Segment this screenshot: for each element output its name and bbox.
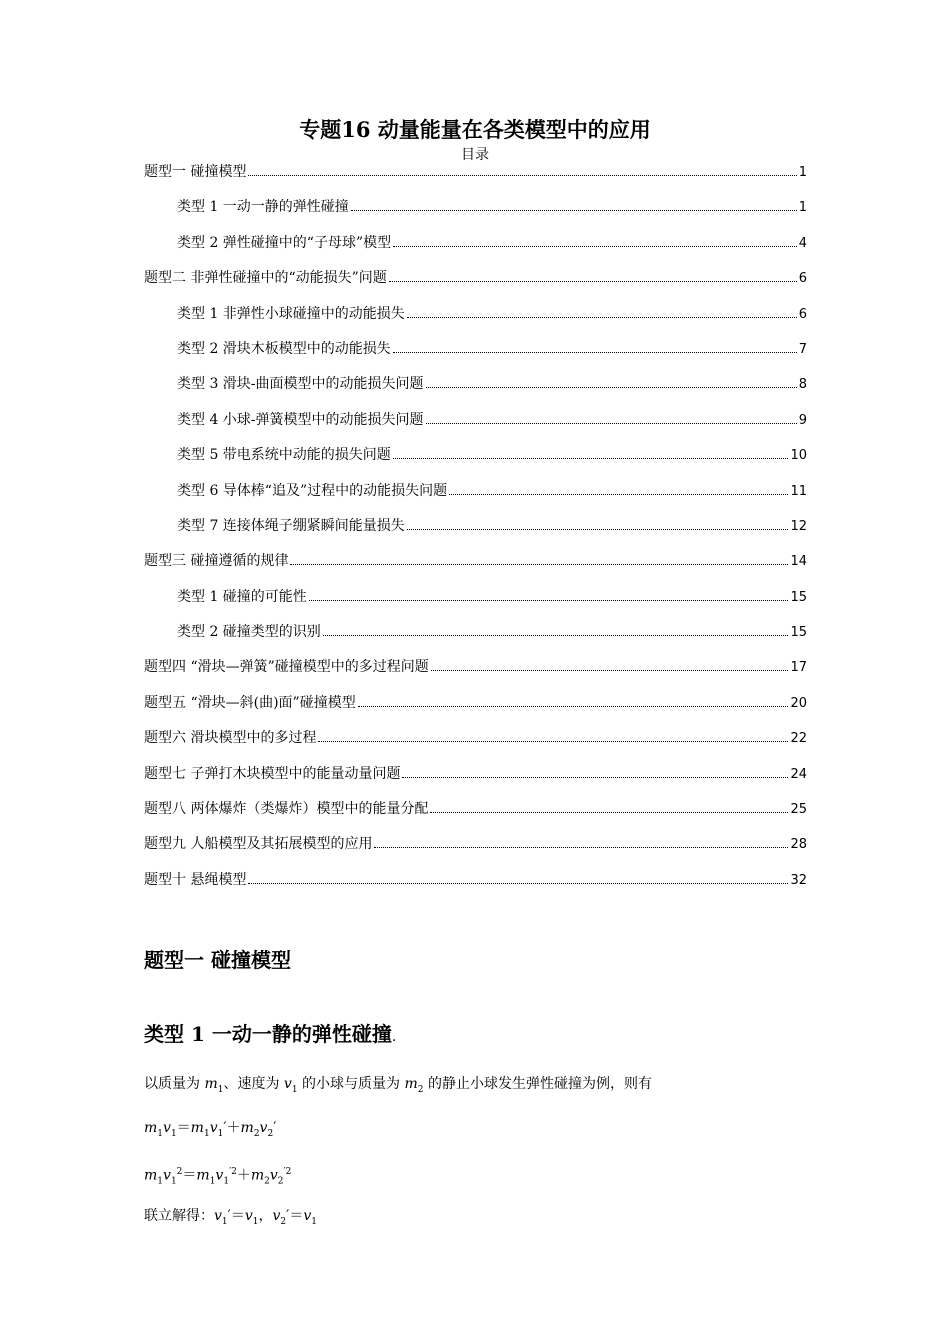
toc-page-number: 22 [790, 731, 807, 747]
toc-entry-label: 题型九 人船模型及其拓展模型的应用 [144, 836, 373, 853]
toc-dot-leader [248, 175, 796, 176]
toc-dot-leader [426, 423, 797, 424]
sub-1: 1 [311, 1216, 317, 1227]
table-of-contents [144, 160, 807, 903]
toc-entry[interactable] [144, 266, 807, 301]
toc-page-number: 14 [790, 554, 807, 570]
toc-dot-leader [309, 600, 789, 601]
toc-dot-leader [389, 281, 797, 282]
toc-page-number: 8 [798, 377, 807, 393]
toc-entry[interactable] [144, 160, 807, 195]
toc-dot-leader [318, 741, 788, 742]
prime: ′ [227, 1208, 231, 1224]
toc-dot-leader [426, 387, 797, 388]
toc-subentry[interactable] [144, 408, 807, 443]
toc-entry-label: 类型 1 非弹性小球碰撞中的动能损失 [177, 305, 405, 322]
toc-entry-label: 题型四 “滑块—弹簧”碰撞模型中的多过程问题 [144, 659, 429, 676]
toc-entry-label: 题型十 悬绳模型 [144, 871, 247, 888]
toc-entry-label: 题型一 碰撞模型 [144, 164, 247, 180]
intro-text-1: 以质量为 [144, 1076, 205, 1092]
var-v: v [215, 1167, 224, 1184]
prime: ′ [223, 1120, 227, 1136]
toc-page-number: 11 [790, 483, 807, 499]
solution-line [144, 1206, 317, 1232]
toc-page-number: 7 [798, 341, 807, 357]
toc-page-number: 15 [790, 589, 807, 605]
comma: ， [258, 1208, 273, 1224]
var-v: v [259, 1120, 268, 1136]
intro-paragraph [144, 1074, 652, 1100]
toc-dot-leader [402, 777, 788, 778]
sub-1: 1 [170, 1128, 177, 1139]
var-v: v [303, 1208, 312, 1224]
sup-prime-2: ′2 [283, 1167, 292, 1177]
toc-dot-leader [290, 564, 788, 565]
page-title: 专题16 动量能量在各类模型中的应用 [299, 117, 651, 142]
toc-heading: 目录 [461, 147, 489, 163]
toc-subentry[interactable] [144, 620, 807, 655]
equals: ＝ [176, 1120, 191, 1136]
sub-1: 1 [217, 1084, 224, 1095]
sub-1: 1 [157, 1176, 164, 1187]
sub-2: 2 [280, 1216, 287, 1227]
toc-entry[interactable] [144, 762, 807, 797]
sub-1: 1 [217, 1128, 224, 1139]
toc-subentry[interactable] [144, 302, 807, 337]
sub-1: 1 [203, 1128, 210, 1139]
var-m: m [404, 1076, 418, 1092]
prime: ′ [273, 1120, 277, 1136]
sub-2: 2 [264, 1176, 270, 1187]
toc-entry-label: 类型 7 连接体绳子绷紧瞬间能量损失 [177, 517, 405, 534]
toc-page-number: 10 [790, 448, 807, 464]
toc-page-number: 20 [790, 695, 807, 711]
var-v: v [272, 1208, 281, 1224]
toc-dot-leader [374, 847, 788, 848]
intro-text-4: 的静止小球发生弹性碰撞为例，则有 [423, 1076, 652, 1092]
sub-2: 2 [253, 1128, 260, 1139]
toc-entry-label: 类型 6 导体棒“追及”过程中的动能损失问题 [177, 482, 448, 499]
sup-prime-2: ′2 [229, 1167, 237, 1177]
toc-entry[interactable] [144, 549, 807, 584]
toc-page-number: 32 [790, 872, 807, 888]
sub-2: 2 [417, 1084, 424, 1095]
toc-dot-leader [407, 317, 797, 318]
equals: ＝ [182, 1167, 197, 1184]
toc-dot-leader [323, 635, 789, 636]
toc-entry-label: 题型三 碰撞遵循的规律 [144, 553, 289, 570]
sub-1: 1 [223, 1176, 230, 1187]
toc-page-number: 6 [798, 306, 807, 322]
toc-dot-leader [449, 494, 788, 495]
toc-dot-leader [248, 883, 788, 884]
toc-entry-label: 类型 4 小球-弹簧模型中的动能损失问题 [177, 411, 424, 428]
prime: ′ [286, 1208, 290, 1224]
var-m: m [144, 1120, 158, 1136]
var-m: m [240, 1120, 254, 1136]
section-heading: 题型一 碰撞模型 [144, 948, 291, 972]
var-m: m [190, 1120, 204, 1136]
var-m: m [144, 1167, 158, 1184]
sub-2: 2 [277, 1176, 284, 1187]
sub-1: 1 [170, 1176, 177, 1187]
toc-entry-label: 类型 1 一动一静的弹性碰撞 [177, 199, 349, 216]
var-v: v [163, 1120, 171, 1136]
toc-entry[interactable] [144, 832, 807, 867]
toc-entry-label: 题型五 “滑块—斜(曲)面”碰撞模型 [144, 694, 356, 711]
toc-page-number: 9 [798, 412, 807, 428]
toc-entry[interactable] [144, 691, 807, 726]
toc-dot-leader [431, 670, 789, 671]
toc-dot-leader [393, 458, 789, 459]
intro-text-2: 、速度为 [223, 1076, 284, 1092]
toc-subentry[interactable] [144, 585, 807, 620]
toc-entry-label: 类型 2 滑块木板模型中的动能损失 [177, 340, 391, 357]
equals: ＝ [230, 1208, 245, 1224]
toc-subentry[interactable] [144, 372, 807, 407]
var-m: m [250, 1167, 265, 1184]
toc-subentry[interactable] [144, 195, 807, 230]
var-v: v [163, 1167, 171, 1184]
toc-entry-label: 题型二 非弹性碰撞中的“动能损失”问题 [144, 270, 387, 287]
toc-entry-label: 题型七 子弹打木块模型中的能量动量问题 [144, 765, 401, 782]
toc-entry-label: 类型 1 碰撞的可能性 [177, 588, 307, 605]
toc-page-number: 1 [798, 200, 807, 216]
toc-page-number: 4 [798, 235, 807, 251]
var-v: v [269, 1167, 278, 1184]
plus: ＋ [236, 1167, 251, 1184]
var-v: v [209, 1120, 218, 1136]
toc-subentry[interactable] [144, 479, 807, 514]
toc-dot-leader [393, 246, 797, 247]
var-m: m [204, 1076, 218, 1092]
toc-entry-label: 题型六 滑块模型中的多过程 [144, 730, 317, 747]
var-v: v [214, 1208, 222, 1224]
toc-page-number: 17 [790, 660, 807, 676]
toc-page-number: 28 [790, 837, 807, 853]
toc-page-number: 12 [790, 518, 807, 534]
sub-1: 1 [209, 1176, 216, 1187]
energy-equation [144, 1162, 291, 1191]
toc-entry[interactable] [144, 726, 807, 761]
sub-1: 1 [291, 1084, 298, 1095]
var-v: v [283, 1076, 292, 1092]
toc-page-number: 1 [798, 165, 807, 180]
toc-subentry[interactable] [144, 337, 807, 372]
toc-entry-label: 类型 3 滑块-曲面模型中的动能损失问题 [177, 376, 424, 393]
sub-2: 2 [267, 1128, 274, 1139]
toc-entry[interactable] [144, 868, 807, 903]
intro-text-3: 的小球与质量为 [297, 1076, 405, 1092]
toc-page-number: 15 [790, 625, 807, 641]
solve-label: 联立解得： [144, 1208, 214, 1224]
toc-subentry[interactable] [144, 514, 807, 549]
toc-entry-label: 类型 2 碰撞类型的识别 [177, 624, 321, 641]
toc-dot-leader [430, 812, 788, 813]
momentum-equation [144, 1118, 276, 1144]
toc-page-number: 6 [798, 271, 807, 287]
toc-dot-leader [393, 352, 797, 353]
subsection-heading [144, 1020, 396, 1051]
toc-subentry[interactable] [144, 231, 807, 266]
sup-2: 2 [176, 1167, 183, 1177]
sub-1: 1 [157, 1128, 164, 1139]
var-m: m [196, 1167, 210, 1184]
toc-page-number: 25 [790, 802, 807, 818]
toc-entry-label: 类型 2 弹性碰撞中的“子母球”模型 [177, 234, 392, 251]
toc-dot-leader [407, 529, 789, 530]
equals: ＝ [289, 1208, 304, 1224]
toc-page-number: 24 [790, 766, 807, 782]
sub-1: 1 [221, 1216, 228, 1227]
toc-subentry[interactable] [144, 443, 807, 478]
sub-1: 1 [252, 1216, 259, 1227]
toc-dot-leader [351, 210, 797, 211]
plus: ＋ [226, 1120, 241, 1136]
toc-entry-label: 类型 5 带电系统中动能的损失问题 [177, 447, 391, 464]
toc-entry-label: 题型八 两体爆炸（类爆炸）模型中的能量分配 [144, 801, 429, 818]
subsection-heading-period: . [391, 1029, 397, 1045]
var-v: v [244, 1208, 253, 1224]
toc-dot-leader [358, 706, 789, 707]
toc-entry[interactable] [144, 797, 807, 832]
subsection-heading-text: 类型 1 一动一静的弹性碰撞 [144, 1022, 392, 1046]
toc-entry[interactable] [144, 655, 807, 690]
